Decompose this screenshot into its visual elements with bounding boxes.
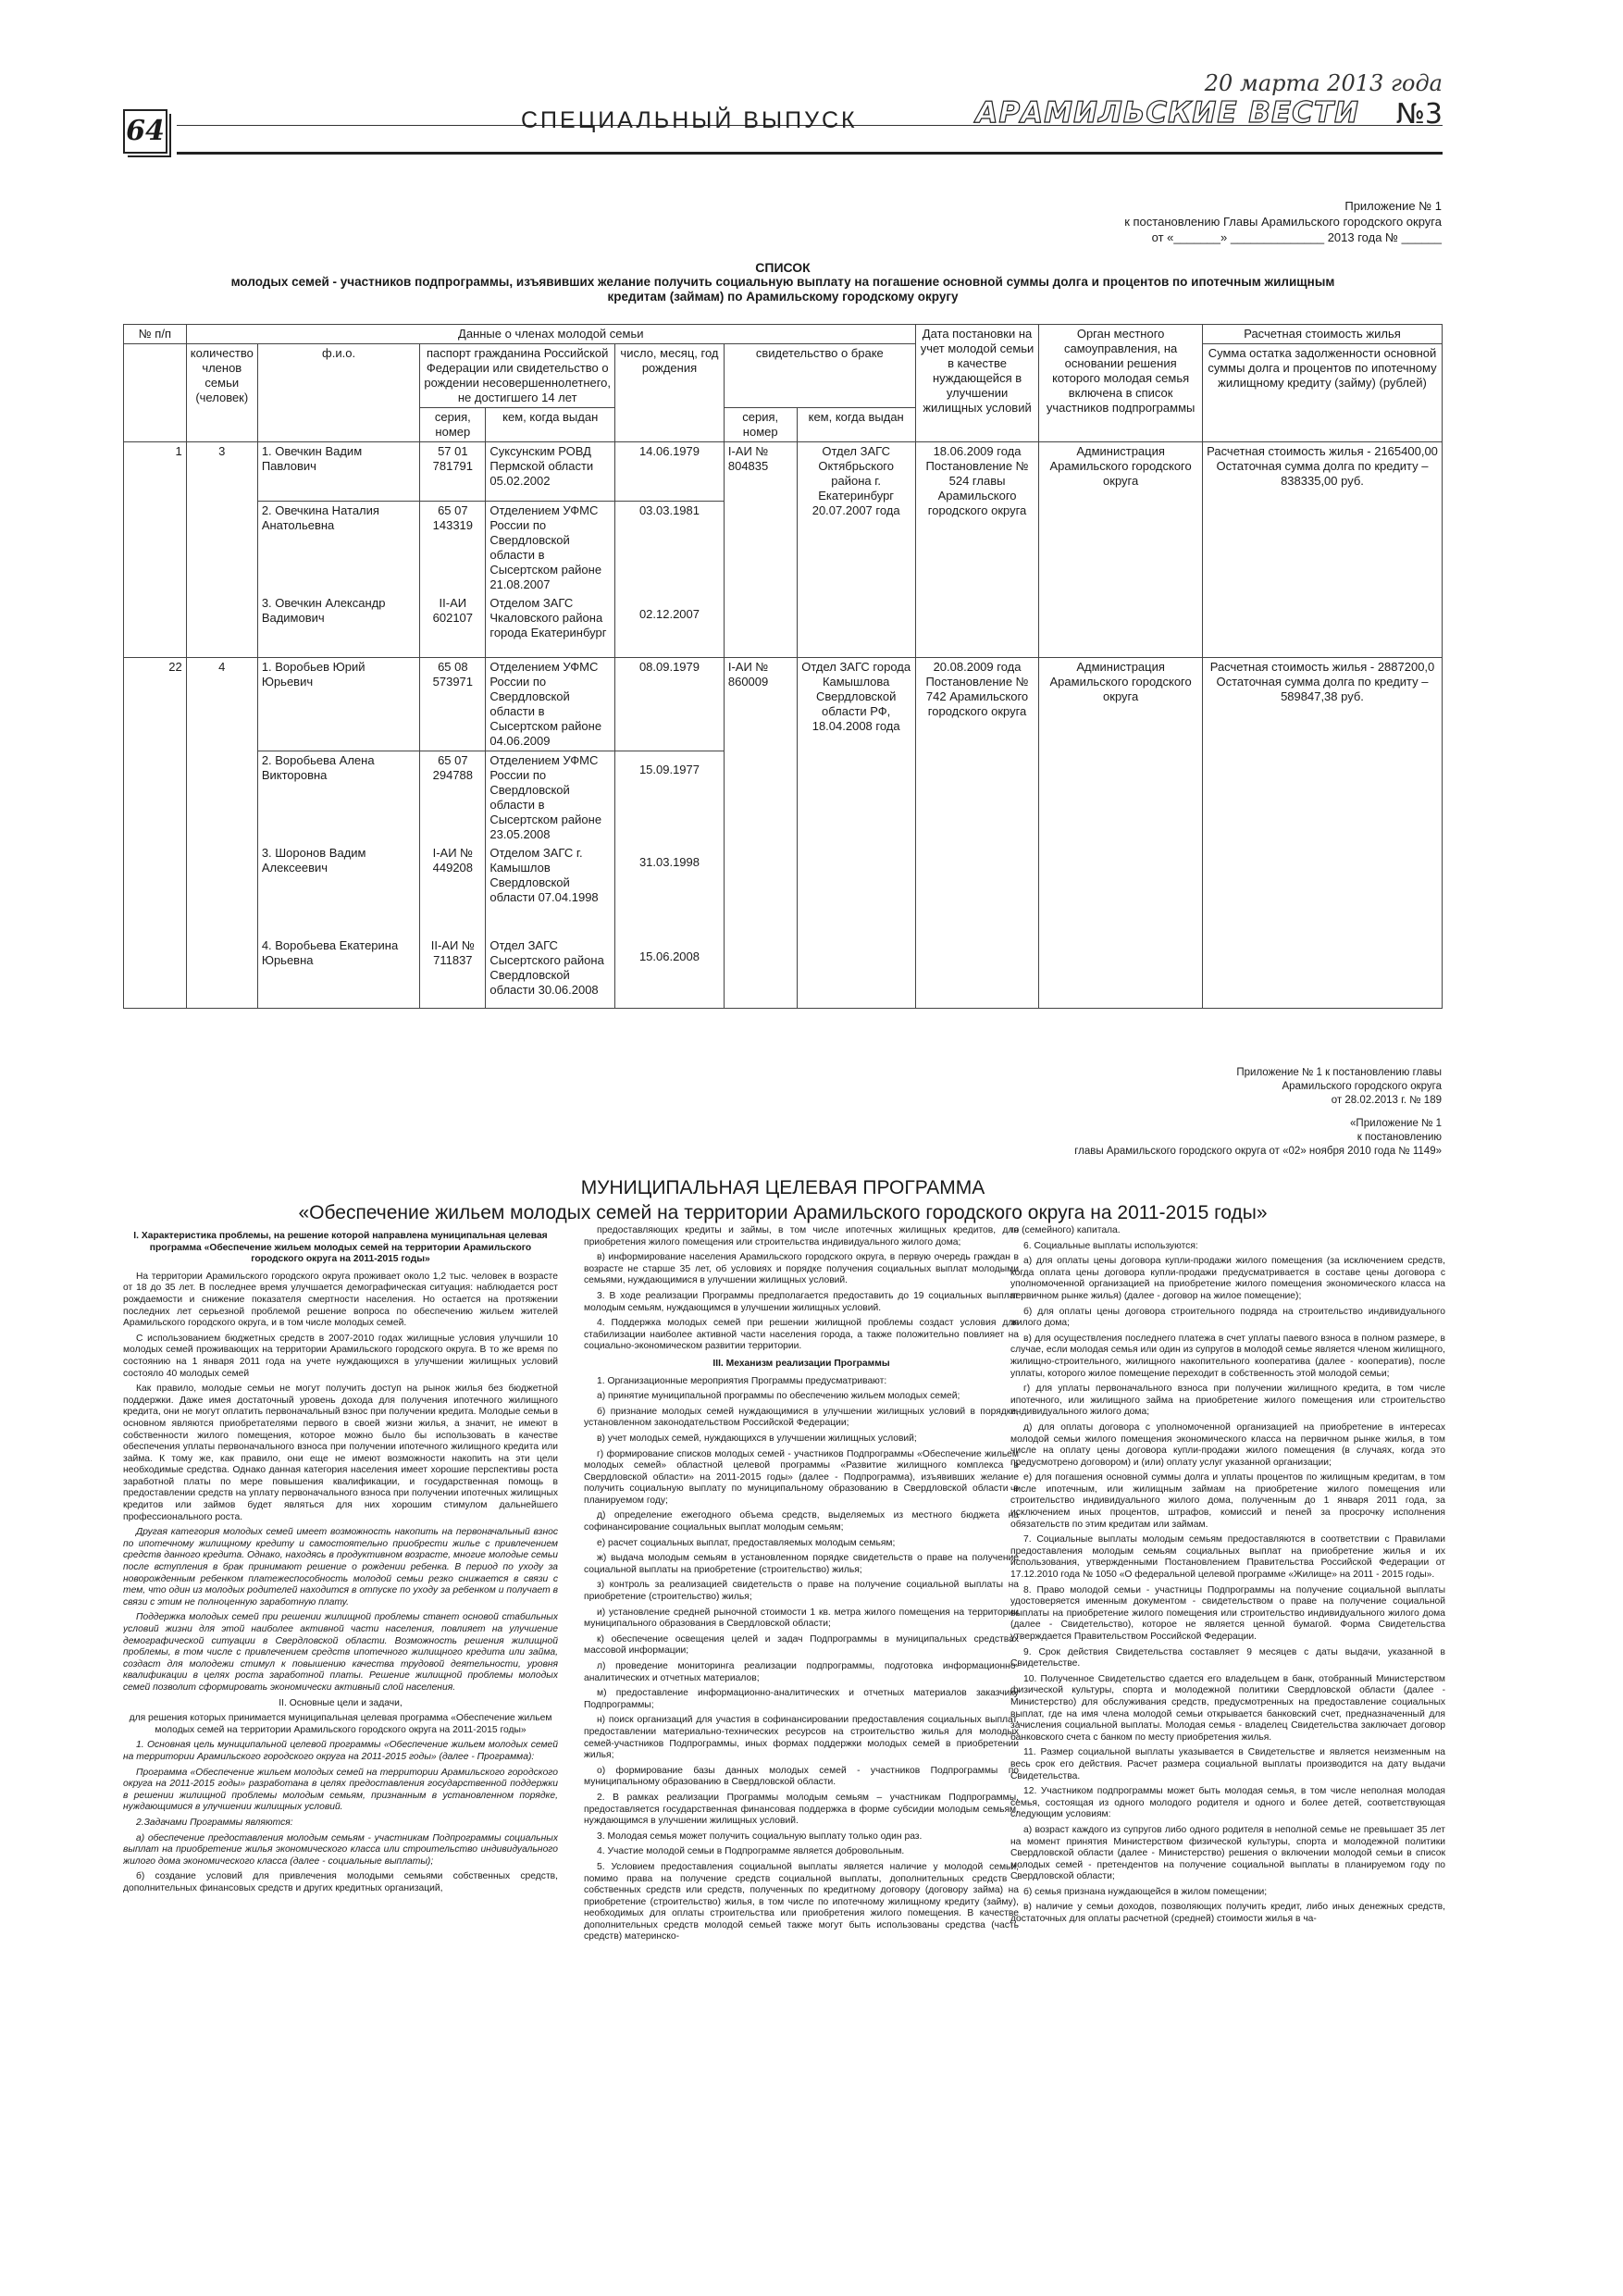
header-count: количество членов семьи (человек) bbox=[186, 344, 257, 442]
text-column-2 bbox=[584, 1225, 1019, 2253]
paragraph: 11. Размер социальной выплаты указывается в Свидетельстве и является неизменным на весь срок его действия. Расчет размера социальной выплаты производится на дату выдачи Свидетельства. bbox=[1010, 1747, 1445, 1781]
appendix-line: «Приложение № 1 bbox=[1350, 1118, 1442, 1129]
paragraph: На территории Арамильского городского округа проживает около 1,2 тыс. человек в возрасте от 18 до 35 лет. В последнее время улучшается демографическая ситуация: наблюдается рост рождаемости и снижение показателя смертности населения. Но остается на протяжении последних лет серьезной проблемой решение вопроса по обеспечению жильем жителей Арамильского городского округа, и в том числе молодых семей. bbox=[123, 1271, 558, 1329]
page-number: 64 bbox=[123, 109, 167, 154]
family-count: 3 bbox=[186, 442, 257, 658]
appendix-line: к постановлению bbox=[1357, 1132, 1442, 1143]
paragraph: 1. Организационные мероприятия Программы предусматривают: bbox=[597, 1375, 887, 1386]
header-remaining: Сумма остатка задолженности основной суммы долга и процентов по ипотечному жилищному кредиту (займу) (рублей) bbox=[1203, 344, 1443, 442]
member-fio: 2. Воробьева Алена Викторовна bbox=[257, 751, 420, 844]
marriage-series: I-АИ № 860009 bbox=[724, 657, 797, 1009]
paragraph: 4. Поддержка молодых семей при решении жилищной проблемы создаст условия для стабилизации наиболее активной части населения города, а также положительно повлияет на социально-экономическом развитии территории. bbox=[584, 1318, 1019, 1352]
header-birth: число, месяц, год рождения bbox=[615, 344, 725, 442]
program-heading: МУНИЦИПАЛЬНАЯ ЦЕЛЕВАЯ ПРОГРАММА bbox=[580, 1177, 985, 1198]
appendix-line: от «_______» ______________ 2013 года № ______ bbox=[1151, 230, 1442, 244]
paragraph: г) формирование списков молодых семей - участников Подпрограммы «Обеспечение жильем молодых семей» областной целевой программы «Развитие жилищного комплекса в Свердловской области» на 2011-2015 годы» (далее - Подпрограмма), изъявивших желание получить социальную выплату по муниципальному образованию в Свердловской области в планируемом году; bbox=[584, 1448, 1019, 1506]
paragraph: в) учет молодых семей, нуждающихся в улучшении жилищных условий; bbox=[597, 1433, 917, 1444]
member-fio: 3. Шоронов Вадим Алексеевич bbox=[257, 844, 420, 937]
paragraph: 4. Участие молодой семьи в Подпрограмме является добровольным. bbox=[597, 1846, 905, 1857]
estimated-cost: Расчетная стоимость жилья - 2165400,00 bbox=[1207, 444, 1438, 458]
header-marriage-series: серия, номер bbox=[724, 408, 797, 442]
header-passport-series: серия, номер bbox=[420, 408, 486, 442]
paragraph: о) формирование базы данных молодых семей - участников Подпрограммы по муниципальному образованию в Свердловской области. bbox=[584, 1765, 1019, 1788]
member-series: II-АИ 602107 bbox=[420, 594, 486, 657]
paragraph: б) создание условий для привлечения молодыми семьями собственных средств, дополнительных финансовых средств и других кредитных организаций, bbox=[123, 1871, 558, 1893]
paragraph: е) для погашения основной суммы долга и уплаты процентов по жилищным кредитам, в том числе ипотечным, или жилищным займам на приобретение жилого помещения или строительство индивидуального жилого дома, полученным до 1 января 2011 года, за исключением иных процентов, штрафов, комиссий и пеней за просрочку исполнения обязательств по этим кредитам или займам. bbox=[1010, 1472, 1445, 1530]
member-birth: 15.09.1977 bbox=[615, 751, 725, 844]
header-date: Дата постановки на учет молодой семьи в качестве нуждающейся в улучшении жилищных условий bbox=[915, 325, 1038, 442]
paragraph: л) проведение мониторинга реализации подпрограммы, подготовка информационно-аналитических и отчетных материалов; bbox=[584, 1661, 1019, 1683]
family-count: 4 bbox=[186, 657, 257, 1009]
masthead-rule-bottom bbox=[177, 152, 1443, 155]
paragraph: Другая категория молодых семей имеет возможность накопить на первоначальный взнос по ипотечному жилищному кредиту и самостоятельно приобрести жилье с привлечением средств данного кредита. Однако, находясь в продуктивном возрасте, многие молодые семьи после вступления в брак принимают решение о рождении ребенка. В период по уходу за новорожденным ребенком платежеспособность молодой семьи резко снижается в связи с тем, что один из молодых родителей находится в отпуске по уходу за ребенком и получает в связи с этим не полноценную заработную плату. bbox=[123, 1527, 558, 1607]
member-series: 65 07 294788 bbox=[420, 751, 486, 844]
organ: Администрация Арамильского городского округа bbox=[1039, 657, 1203, 1009]
appendix-line: от 28.02.2013 г. № 189 bbox=[1331, 1095, 1442, 1106]
paragraph: 2.Задачами Программы являются: bbox=[136, 1817, 293, 1828]
member-series: 65 08 573971 bbox=[420, 657, 486, 751]
header-num: № п/п bbox=[124, 325, 187, 344]
paragraph: г) для уплаты первоначального взноса при получении жилищного кредита, в том числе ипотечного, или жилищного займа на приобретение жилого помещения или строительство индивидуального жилого дома; bbox=[1010, 1384, 1445, 1418]
paragraph: к) обеспечение освещения целей и задач Подпрограммы в муниципальных средствах массовой информации; bbox=[584, 1633, 1019, 1657]
paragraph: е) расчет социальных выплат, предоставляемых молодым семьям; bbox=[597, 1537, 896, 1548]
paragraph: го (семейного) капитала. bbox=[1010, 1225, 1121, 1235]
member-issued: Отделением УФМС России по Свердловской области в Сысертском районе 04.06.2009 bbox=[486, 657, 615, 751]
member-series: 65 07 143319 bbox=[420, 502, 486, 595]
appendix-1-header bbox=[1124, 198, 1442, 245]
table-row bbox=[124, 657, 1443, 751]
paragraph: 6. Социальные выплаты используются: bbox=[1023, 1240, 1198, 1251]
paragraph: С использованием бюджетных средств в 2007-2010 годах жилищные условия улучшили 10 молодых семей проживающих на территории Арамильского городского округа. В то же время по состоянию на 1 января 2011 года на учете нуждающихся в улучшении жилищных условий состояло 40 молодых семей bbox=[123, 1333, 558, 1379]
marriage-issued: Отдел ЗАГС Октябрьского района г. Екатеринбург 20.07.2007 года bbox=[797, 442, 915, 658]
family-num: 1 bbox=[124, 442, 187, 658]
section-title: СПЕЦИАЛЬНЫЙ ВЫПУСК bbox=[521, 107, 858, 133]
member-fio: 4. Воробьева Екатерина Юрьевна bbox=[257, 937, 420, 1009]
paragraph: а) принятие муниципальной программы по обеспечению жильем молодых семей; bbox=[597, 1391, 960, 1402]
appendix-line: главы Арамильского городского округа от «02» ноября 2010 года № 1149» bbox=[1074, 1146, 1442, 1157]
member-birth: 08.09.1979 bbox=[615, 657, 725, 751]
organ: Администрация Арамильского городского округа bbox=[1039, 442, 1203, 658]
paragraph: предоставляющих кредиты и займы, в том числе ипотечных жилищных кредитов, для приобретения жилого помещения или строительства индивидуального жилого дома; bbox=[584, 1225, 1019, 1247]
paragraph: 3. В ходе реализации Программы предполагается предоставить до 19 социальных выплат молодым семьям, нуждающимся в улучшении жилищных условий. bbox=[584, 1290, 1019, 1313]
paragraph: н) поиск организаций для участия в софинансировании предоставления социальных выплат, предоставлении материально-технических ресурсов на строительство жилья для молодых семей-участников Подпрограммы, иных формах поддержки молодых семей в приобретении жилья; bbox=[584, 1715, 1019, 1761]
registration-date: 18.06.2009 года Постановление № 524 главы Арамильского городского округа bbox=[915, 442, 1038, 658]
cost-cell bbox=[1203, 657, 1443, 1009]
member-fio: 3. Овечкин Александр Вадимович bbox=[257, 594, 420, 657]
header-passport-issued: кем, когда выдан bbox=[486, 408, 615, 442]
appendix-line: Приложение № 1 к постановлению главы bbox=[1236, 1067, 1442, 1078]
issue-number: №3 bbox=[1395, 98, 1443, 130]
section-heading: III. Механизм реализации Программы bbox=[712, 1358, 890, 1369]
member-issued: Отделом ЗАГС Чкаловского района города Екатеринбург bbox=[486, 594, 615, 657]
paragraph: 1. Основная цель муниципальной целевой программы «Обеспечение жильем молодых семей на территории Арамильского городского округа на 2011-2015 годы» (далее - Программа): bbox=[123, 1740, 558, 1762]
paragraph: д) для оплаты договора с уполномоченной организацией на приобретение в интересах молодой семьи жилого помещения экономического класса на первичном рынке жилья, в том числе на оплату цены договора купли-продажи жилого помещения (в случаях, когда это предусмотрено договором) и (или) оплату услуг указанной организации; bbox=[1010, 1421, 1445, 1468]
member-issued: Отделением УФМС России по Свердловской области в Сысертском районе 23.05.2008 bbox=[486, 751, 615, 844]
section-heading: I. Характеристика проблемы, на решение которой направлена муниципальная целевая программа «Обеспечение жильем молодых семей на территории Арамильского городского округа на 2011-2015 годы» bbox=[133, 1231, 548, 1265]
paragraph: в) информирование населения Арамильского городского округа, в первую очередь граждан в возрасте не старше 35 лет, об условиях и порядке получения социальных выплат молодыми семьями, нуждающимися в улучшении жилищных условий. bbox=[584, 1252, 1019, 1286]
appendix-2-header bbox=[1074, 1066, 1442, 1159]
paragraph: з) контроль за реализацией свидетельств о праве на получение социальной выплаты на приобретение (строительство) жилья; bbox=[584, 1580, 1019, 1603]
marriage-issued: Отдел ЗАГС города Камышлова Свердловской области РФ, 18.04.2008 года bbox=[797, 657, 915, 1009]
member-issued: Отделением УФМС России по Свердловской области в Сысертском районе 21.08.2007 bbox=[486, 502, 615, 595]
program-subtitle: «Обеспечение жильем молодых семей на территории Арамильского городского округа на 2011-2015 годы» bbox=[298, 1202, 1268, 1223]
member-series: 57 01 781791 bbox=[420, 442, 486, 502]
paragraph: в) наличие у семьи доходов, позволяющих получить кредит, либо иных денежных средств, достаточных для оплаты расчетной (средней) стоимости жилья в ча- bbox=[1010, 1902, 1445, 1925]
header-cost: Расчетная стоимость жилья bbox=[1203, 325, 1443, 344]
member-fio: 2. Овечкина Наталия Анатольевна bbox=[257, 502, 420, 595]
member-issued: Суксунским РОВД Пермской области 05.02.2002 bbox=[486, 442, 615, 502]
paragraph: д) определение ежегодного объема средств, выделяемых из местного бюджета на софинансирование социальных выплат молодым семьям; bbox=[584, 1510, 1019, 1533]
appendix-line: Приложение № 1 bbox=[1344, 199, 1442, 213]
list-subtitle: кредитам (займам) по Арамильскому городскому округу bbox=[607, 290, 959, 304]
paragraph: ж) выдача молодым семьям в установленном порядке свидетельств о праве на получение социальной выплаты на приобретение (строительство) жилья; bbox=[584, 1553, 1019, 1575]
paragraph: 5. Условием предоставления социальной выплаты является наличие у молодой семьи, помимо права на получение средств социальной выплаты, дополнительных средств - собственных средств или средств, полученных по кредитному договору (договору займа) на приобретение (строительство) жилья, в том числе по ипотечному жилищному кредиту (займу), необходимых для оплаты строительства или приобретения жилого помещения. В качестве дополнительных средств молодой семьей также могут быть использованы средства (часть средств) материнско- bbox=[584, 1861, 1019, 1942]
paragraph: а) обеспечение предоставления молодым семьям - участникам Подпрограммы социальных выплат на приобретение жилья экономического класса или строительство индивидуального жилого дома экономического класса (далее - социальные выплаты); bbox=[123, 1832, 558, 1867]
family-num: 22 bbox=[124, 657, 187, 1009]
paragraph: б) для оплаты цены договора строительного подряда на строительство индивидуального жилого дома; bbox=[1010, 1306, 1445, 1329]
paragraph: б) признание молодых семей нуждающимися в улучшении жилищных условий в порядке, установленном законодательством Российской Федерации; bbox=[584, 1406, 1019, 1429]
families-table bbox=[123, 324, 1443, 1009]
cost-cell bbox=[1203, 442, 1443, 658]
paragraph: а) для оплаты цены договора купли-продажи жилого помещения (за исключением средств, когда оплата цены договора купли-продажи предусматривается в составе цены договора с уполномоченной организацией на приобретение жилого помещения экономического класса на первичном рынке жилья) (далее - договор на жилое помещение); bbox=[1010, 1256, 1445, 1301]
paragraph: в) для осуществления последнего платежа в счет уплаты паевого взноса в полном размере, в случае, если молодая семья или один из супругов в молодой семье является членом жилищного, жилищно-строительного, жилищного накопительного кооператива (далее - кооператив), после уплаты, которого жилое помещение переходит в собственность этой молодой семьи; bbox=[1010, 1333, 1445, 1379]
appendix-line: к постановлению Главы Арамильского городского округа bbox=[1124, 215, 1442, 229]
marriage-series: I-АИ № 804835 bbox=[724, 442, 797, 658]
header-marriage: свидетельство о браке bbox=[724, 344, 915, 408]
paragraph: а) возраст каждого из супругов либо одного родителя в неполной семье не превышает 35 лет на момент принятия Министерством физической культуры, спорта и молодежной политики Свердловской области (далее - Министерство) решения о включении молодой семьи в список молодых семей - претендентов на получение социальной выплаты в планируемом году по Свердловской области; bbox=[1010, 1824, 1445, 1882]
text-column-1 bbox=[123, 1225, 558, 2253]
paragraph: б) семья признана нуждающейся в жилом помещении; bbox=[1023, 1886, 1268, 1897]
list-subtitle: молодых семей - участников подпрограммы, изъявивших желание получить социальную выплату на погашение основной суммы долга и процентов по ипотечным жилищным bbox=[230, 275, 1335, 289]
header-members: Данные о членах молодой семьи bbox=[186, 325, 915, 344]
member-series: I-АИ № 449208 bbox=[420, 844, 486, 937]
paragraph: 8. Право молодой семьи - участницы Подпрограммы на получение социальной выплаты удостоверяется именным документом - свидетельством о праве на получение социальной выплаты на приобретение жилого помещения или строительство индивидуального жилого дома (далее - Свидетельство), которое не является ценной бумагой. Форма Свидетельства утверждается Правительством Российской Федерации. bbox=[1010, 1584, 1445, 1642]
newspaper-logo: АРАМИЛЬСКИЕ ВЕСТИ bbox=[975, 96, 1359, 130]
paragraph: 9. Срок действия Свидетельства составляет 9 месяцев с даты выдачи, указанной в Свидетельстве. bbox=[1010, 1646, 1445, 1669]
list-title bbox=[123, 260, 1443, 304]
estimated-cost: Расчетная стоимость жилья - 2887200,0 bbox=[1209, 659, 1435, 674]
paragraph: 3. Молодая семья может получить социальную выплату только один раз. bbox=[597, 1831, 923, 1842]
header-marriage-issued: кем, когда выдан bbox=[797, 408, 915, 442]
paragraph: 2. В рамках реализации Программы молодым семьям – участникам Подпрограммы, предоставляется государственная финансовая поддержка в форме субсидии молодым семьям, нуждающимся в улучшении жилищных условий. bbox=[584, 1792, 1019, 1827]
paragraph: Как правило, молодые семьи не могут получить доступ на рынок жилья без бюджетной поддержки. Даже имея достаточный уровень дохода для получения ипотечного жилищного кредита, они не могут оплатить первоначальный взнос при получении кредита. Молодые семьи в основном являются приобретателями первого в своей жизни жилья, а значит, не имеют в собственности жилого помещения, которое можно было бы использовать в качестве обеспечения уплаты первоначального взноса при получении ипотечного жилищного кредита или займа. К тому же, как правило, они еще не имеют возможности накопить на эти цели необходимые средства. Однако данная категория населения имеет хорошие перспективы роста заработной платы по мере повышения квалификации, и государственная помощь в предоставлении средств на уплату первоначального взноса при получении ипотечных жилищных кредитов или займов будет являться для них хорошим стимулом дальнейшего профессионального роста. bbox=[123, 1384, 558, 1522]
issue-date: 20 марта 2013 года bbox=[1204, 70, 1443, 96]
header-passport: паспорт гражданина Российской Федерации или свидетельство о рождении несовершеннолетнего, не достигшего 14 лет bbox=[420, 344, 615, 408]
section-heading: II. Основные цели и задачи, bbox=[279, 1697, 403, 1708]
masthead bbox=[123, 63, 1443, 155]
paragraph: 10. Полученное Свидетельство сдается его владельцем в банк, отобранный Министерством физической культуры, спорта и молодежной политики Свердловской области (далее - Министерство) для обслуживания средств, предусмотренных на предоставление социальных выплат, где на имя члена молодой семьи открывается банковский счет, предназначенный для зачисления социальной выплаты. Молодая семья - владелец Свидетельства заключает договор банковского счета с банком по месту приобретения жилья. bbox=[1010, 1673, 1445, 1743]
registration-date: 20.08.2009 года Постановление № 742 Арамильского городского округа bbox=[915, 657, 1038, 1009]
paragraph: и) установление средней рыночной стоимости 1 кв. метра жилого помещения на территории муниципального образования в Свердловской области; bbox=[584, 1607, 1019, 1630]
member-series: II-АИ № 711837 bbox=[420, 937, 486, 1009]
remaining-debt: Остаточная сумма долга по кредиту – 838335,00 руб. bbox=[1216, 459, 1429, 488]
text-column-3 bbox=[1010, 1225, 1445, 2253]
member-birth: 15.06.2008 bbox=[615, 937, 725, 1009]
list-heading: СПИСОК bbox=[755, 260, 811, 275]
member-issued: Отдел ЗАГС Сысертского района Свердловской области 30.06.2008 bbox=[486, 937, 615, 1009]
member-fio: 1. Воробьев Юрий Юрьевич bbox=[257, 657, 420, 751]
paragraph: м) предоставление информационно-аналитических и отчетных материалов заказчику Подпрограммы; bbox=[584, 1688, 1019, 1710]
header-fio: ф.и.о. bbox=[257, 344, 420, 442]
member-birth: 31.03.1998 bbox=[615, 844, 725, 937]
table-row bbox=[124, 442, 1443, 502]
member-birth: 02.12.2007 bbox=[615, 594, 725, 657]
paragraph: Поддержка молодых семей при решении жилищной проблемы станет основой стабильных условий жизни для этой наиболее активной части населения, повлияет на улучшение демографической ситуации в Свердловской области. Возможность решения жилищной проблемы, в том числе с привлечением средств ипотечного жилищного кредита или займа, создаст для молодежи стимул к повышению качества трудовой деятельности, уровня квалификации в целях роста заработной платы. Решение жилищной проблемы молодых семей позволит сформировать экономически активный слой населения. bbox=[123, 1612, 558, 1693]
program-title bbox=[123, 1175, 1443, 1225]
paragraph: для решения которых принимается муниципальная целевая программа «Обеспечение жильем молодых семей на территории Арамильского городского округа на 2011-2015 годы» bbox=[129, 1713, 552, 1735]
paragraph: 7. Социальные выплаты молодым семьям предоставляются в соответствии с Правилами предоставления молодым семьям социальных выплат на приобретение жилья и их использования, утвержденными Постановлением Правительства Российской Федерации от 17.12.2010 года № 1050 «О федеральной целевой программе «Жилище» на 2011 - 2015 годы». bbox=[1010, 1534, 1445, 1581]
header-organ: Орган местного самоуправления, на основании решения которого молодая семья включена в список участников подпрограммы bbox=[1039, 325, 1203, 442]
member-issued: Отделом ЗАГС г. Камышлов Свердловской области 07.04.1998 bbox=[486, 844, 615, 937]
member-birth: 14.06.1979 bbox=[615, 442, 725, 502]
remaining-debt: Остаточная сумма долга по кредиту – 589847,38 руб. bbox=[1216, 674, 1429, 703]
paragraph: 12. Участником подпрограммы может быть молодая семья, в том числе неполная молодая семья, состоящая из одного молодого родителя и одного и более детей, соответствующая следующим условиям: bbox=[1010, 1786, 1445, 1820]
member-birth: 03.03.1981 bbox=[615, 502, 725, 595]
member-fio: 1. Овечкин Вадим Павлович bbox=[257, 442, 420, 502]
paragraph: Программа «Обеспечение жильем молодых семей на территории Арамильского городского округа на 2011-2015 годы» разработана в целях предоставления государственной поддержки в решении жилищной проблемы молодым семьям, признанным в установленном порядке, нуждающимися в улучшении жилищных условий. bbox=[123, 1767, 558, 1813]
appendix-line: Арамильского городского округа bbox=[1282, 1081, 1442, 1092]
